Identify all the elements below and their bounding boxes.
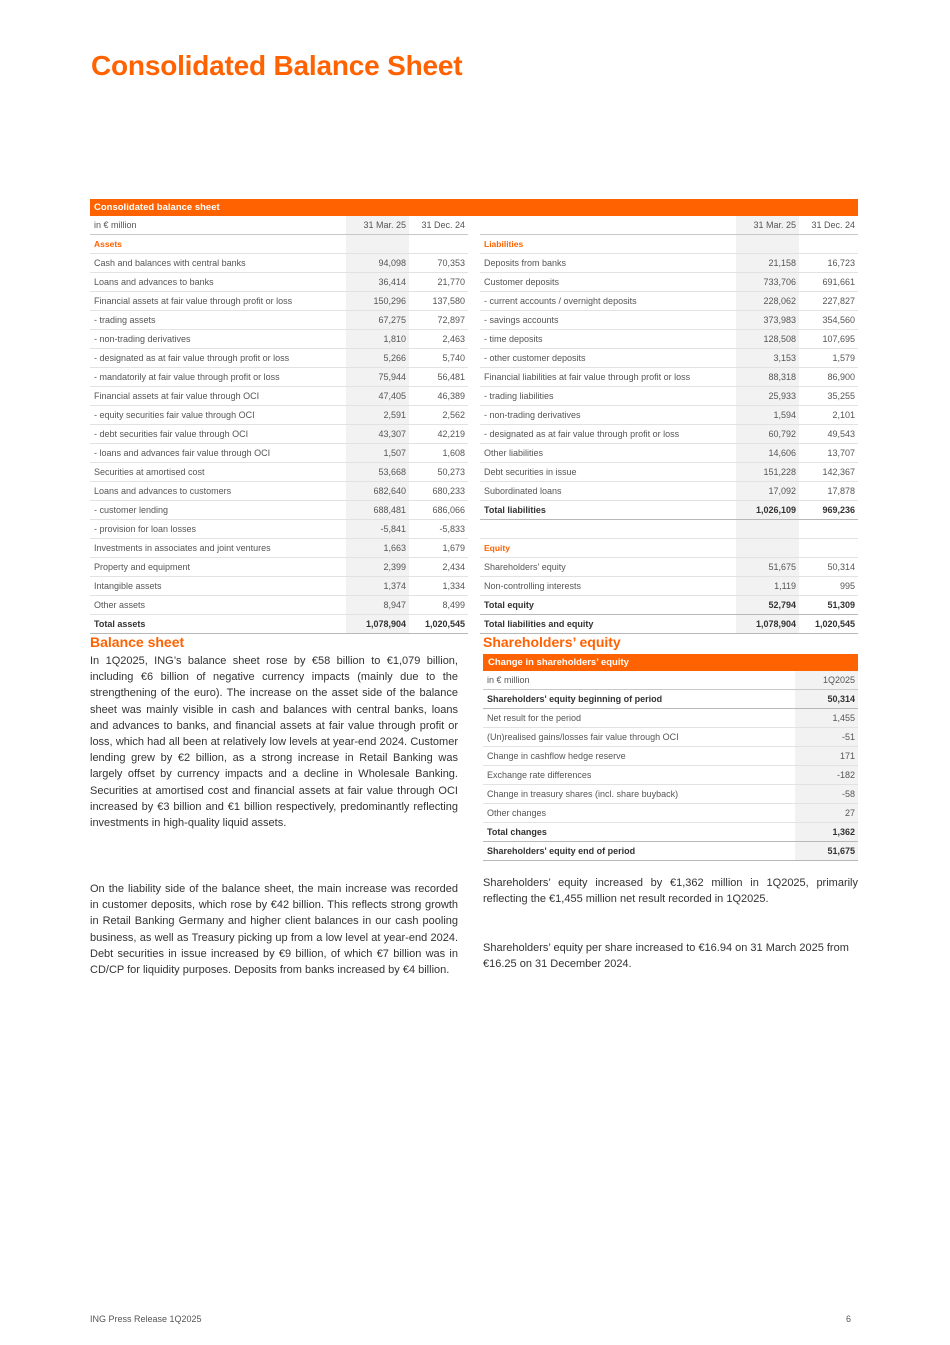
row-label: Cash and balances with central banks	[94, 258, 246, 268]
row-label: Shareholders' equity beginning of period	[487, 694, 663, 704]
row-value-prior: 354,560	[822, 315, 855, 325]
row-value-current: 43,307	[346, 425, 409, 443]
row-value-prior: 17,878	[827, 486, 855, 496]
row-value-prior: 49,543	[827, 429, 855, 439]
row-value-current: 47,405	[346, 387, 409, 405]
table-row	[90, 292, 468, 311]
row-label: Other liabilities	[484, 448, 544, 458]
table-row	[483, 842, 858, 861]
table-row	[90, 254, 468, 273]
row-label: Intangible assets	[94, 581, 162, 591]
table-row	[90, 577, 468, 596]
row-value-prior: 16,723	[827, 258, 855, 268]
balance-sheet-heading: Balance sheet	[90, 634, 185, 650]
row-label: Property and equipment	[94, 562, 191, 572]
col-dec24-label: 31 Dec. 24	[811, 220, 855, 230]
liabilities-column-header	[480, 216, 858, 235]
row-value-prior: 2,562	[442, 410, 465, 420]
row-value-prior: 227,827	[822, 296, 855, 306]
row-value-current: 228,062	[736, 292, 799, 310]
table-row	[480, 311, 858, 330]
row-value-current: 60,792	[736, 425, 799, 443]
row-value-prior: 46,389	[437, 391, 465, 401]
table-row	[90, 368, 468, 387]
row-value-prior: 2,463	[442, 334, 465, 344]
row-value-current: 36,414	[346, 273, 409, 291]
row-value-current: 27	[795, 804, 858, 822]
row-label: Total equity	[484, 600, 534, 610]
row-value-current: 17,092	[736, 482, 799, 500]
row-label: Liabilities	[484, 239, 524, 249]
row-value-current: 150,296	[346, 292, 409, 310]
balance-sheet-paragraph-1: In 1Q2025, ING’s balance sheet rose by €58 billion to €1,079 billion, including €6 billion of negative currency impacts (mainly due to the strengthening of the euro). The increase on the asset side of the balance sheet was mainly visible in cash and balances with central banks, loans and advances to banks, and financial assets at fair value through profit or loss, which had all been at relatively low levels at year-end 2024. Customer lending grew by €2 billion, as a strong increase in Retail Banking was largely offset by currency impacts and a decline in Wholesale Banking. Securities at amortised cost and financial assets at fair value through OCI increased by €3 billion and €1 billion respectively, predominantly reflecting investments in high-quality liquid assets.	[90, 655, 458, 830]
row-value-current: 151,228	[736, 463, 799, 481]
row-value-current	[736, 235, 799, 253]
row-value-prior: 42,219	[437, 429, 465, 439]
row-value-current: 682,640	[346, 482, 409, 500]
table-row	[90, 596, 468, 615]
row-value-current: 1,594	[736, 406, 799, 424]
equity-table-header: Change in shareholders’ equity	[483, 654, 858, 671]
row-label: Change in treasury shares (incl. share buyback)	[487, 789, 679, 799]
table-row	[480, 463, 858, 482]
row-label: - non-trading derivatives	[94, 334, 191, 344]
row-value-prior: 691,661	[822, 277, 855, 287]
row-value-prior: 2,101	[832, 410, 855, 420]
unit-label: in € million	[487, 675, 530, 685]
table-row	[480, 292, 858, 311]
table-row	[480, 615, 858, 634]
table-row	[90, 463, 468, 482]
table-row	[90, 387, 468, 406]
row-value-current: 1,663	[346, 539, 409, 557]
row-label: Net result for the period	[487, 713, 582, 723]
row-label: Non-controlling interests	[484, 581, 582, 591]
table-row	[90, 520, 468, 539]
row-label: - other customer deposits	[484, 353, 586, 363]
row-label: Customer deposits	[484, 277, 560, 287]
table-row	[480, 368, 858, 387]
table-row	[483, 690, 858, 709]
row-label: - current accounts / overnight deposits	[484, 296, 637, 306]
row-value-current: -58	[795, 785, 858, 803]
row-value-prior: 137,580	[432, 296, 465, 306]
table-row	[483, 709, 858, 728]
table-row	[480, 482, 858, 501]
unit-label: in € million	[94, 220, 137, 230]
row-label: Total changes	[487, 827, 547, 837]
row-value-current: 51,675	[736, 558, 799, 576]
row-value-prior: 2,434	[442, 562, 465, 572]
row-value-current: 8,947	[346, 596, 409, 614]
table-row	[90, 349, 468, 368]
row-label: - provision for loan losses	[94, 524, 197, 534]
row-value-current: 14,606	[736, 444, 799, 462]
row-label: Equity	[484, 543, 510, 553]
consolidated-balance-sheet-table	[90, 199, 858, 634]
row-label: - trading assets	[94, 315, 156, 325]
row-value-current: 51,675	[795, 842, 858, 860]
row-value-prior: 1,020,545	[424, 619, 465, 629]
row-value-prior: 686,066	[432, 505, 465, 515]
table-row	[480, 577, 858, 596]
table-row	[483, 766, 858, 785]
table-row	[90, 558, 468, 577]
table-row	[483, 747, 858, 766]
row-label: Financial assets at fair value through profit or loss	[94, 296, 293, 306]
row-value-current: 1,374	[346, 577, 409, 595]
row-value-current: 128,508	[736, 330, 799, 348]
row-value-current: 53,668	[346, 463, 409, 481]
table-row	[483, 785, 858, 804]
col-mar25-label: 31 Mar. 25	[736, 216, 799, 234]
row-label: Total liabilities and equity	[484, 619, 594, 629]
row-label: - loans and advances fair value through OCI	[94, 448, 271, 458]
row-label: Financial assets at fair value through OCI	[94, 391, 260, 401]
table-row	[480, 349, 858, 368]
row-value-current: 67,275	[346, 311, 409, 329]
col-dec24-label: 31 Dec. 24	[421, 220, 465, 230]
row-label: - savings accounts	[484, 315, 559, 325]
table-row	[90, 273, 468, 292]
balance-sheet-header: Consolidated balance sheet	[90, 199, 858, 216]
row-value-current: 2,591	[346, 406, 409, 424]
row-value-current: 1,810	[346, 330, 409, 348]
row-label: - non-trading derivatives	[484, 410, 581, 420]
row-value-prior: 86,900	[827, 372, 855, 382]
table-row	[480, 273, 858, 292]
row-label: Assets	[94, 239, 122, 249]
row-value-current: 88,318	[736, 368, 799, 386]
row-label: Shareholders' equity end of period	[487, 846, 636, 856]
row-value-prior: 107,695	[822, 334, 855, 344]
page-title: Consolidated Balance Sheet	[91, 50, 463, 81]
row-label: (Un)realised gains/losses fair value through OCI	[487, 732, 679, 742]
row-value-current: 688,481	[346, 501, 409, 519]
footer-publication: ING Press Release 1Q2025	[90, 1314, 202, 1324]
row-label: - trading liabilities	[484, 391, 554, 401]
row-label: - designated as at fair value through profit or loss	[94, 353, 290, 363]
row-value-current	[736, 520, 799, 538]
equity-paragraph-2: Shareholders’ equity per share increased to €16.94 on 31 March 2025 from €16.25 on 31 December 2024.	[483, 942, 849, 971]
row-value-prior: 1,334	[442, 581, 465, 591]
row-label: Change in cashflow hedge reserve	[487, 751, 626, 761]
table-row	[90, 406, 468, 425]
row-value-prior: 35,255	[827, 391, 855, 401]
row-value-prior: 1,020,545	[814, 619, 855, 629]
page-number: 6	[846, 1314, 852, 1324]
row-value-prior: 995	[839, 581, 855, 591]
row-label: - mandatorily at fair value through profit or loss	[94, 372, 280, 382]
row-value-prior: 50,314	[827, 562, 855, 572]
shareholders-equity-heading: Shareholders’ equity	[483, 634, 621, 650]
row-value-prior: 72,897	[437, 315, 465, 325]
table-row	[480, 425, 858, 444]
table-row	[90, 311, 468, 330]
row-value-current: -5,841	[346, 520, 409, 538]
equity-column-header	[483, 671, 858, 690]
assets-column	[90, 216, 468, 634]
row-value-prior: 1,679	[442, 543, 465, 553]
row-label: Deposits from banks	[484, 258, 567, 268]
table-row	[480, 330, 858, 349]
row-label: Loans and advances to customers	[94, 486, 232, 496]
row-value-current: 1,078,904	[736, 615, 799, 633]
row-label: - designated as at fair value through profit or loss	[484, 429, 680, 439]
row-label: Financial liabilities at fair value through profit or loss	[484, 372, 691, 382]
table-row	[483, 728, 858, 747]
row-value-prior: 680,233	[432, 486, 465, 496]
row-value-prior: 56,481	[437, 372, 465, 382]
row-label: - debt securities fair value through OCI	[94, 429, 249, 439]
table-row	[480, 596, 858, 615]
row-value-prior: 8,499	[442, 600, 465, 610]
equity-paragraph-1: Shareholders’ equity increased by €1,362 million in 1Q2025, primarily reflecting the €1,455 million net result recorded in 1Q2025.	[483, 877, 858, 906]
row-value-current	[346, 235, 409, 253]
row-label: Shareholders' equity	[484, 562, 566, 572]
row-value-current: 2,399	[346, 558, 409, 576]
table-row	[480, 558, 858, 577]
change-in-equity-table	[483, 654, 858, 861]
row-value-current: 1,455	[795, 709, 858, 727]
row-value-prior: 51,309	[827, 600, 855, 610]
row-value-prior: 70,353	[437, 258, 465, 268]
row-value-current: -51	[795, 728, 858, 746]
row-value-prior: 969,236	[822, 505, 855, 515]
table-row	[480, 235, 858, 254]
row-label: Total assets	[94, 619, 146, 629]
row-label: Investments in associates and joint ventures	[94, 543, 271, 553]
row-value-current: 1,362	[795, 823, 858, 841]
row-value-current: 75,944	[346, 368, 409, 386]
row-value-prior: -5,833	[439, 524, 465, 534]
row-value-current: 1,078,904	[346, 615, 409, 633]
row-value-prior: 50,273	[437, 467, 465, 477]
row-value-current: 373,983	[736, 311, 799, 329]
row-value-prior: 5,740	[442, 353, 465, 363]
liabilities-column	[480, 216, 858, 634]
row-value-current: 50,314	[795, 690, 858, 708]
table-row	[480, 539, 858, 558]
table-row	[90, 444, 468, 463]
row-value-current: -182	[795, 766, 858, 784]
row-value-current: 94,098	[346, 254, 409, 272]
table-row	[90, 235, 468, 254]
row-label: Exchange rate differences	[487, 770, 592, 780]
row-label: Securities at amortised cost	[94, 467, 205, 477]
row-value-current: 1,119	[736, 577, 799, 595]
row-label: Other assets	[94, 600, 146, 610]
row-value-current	[736, 539, 799, 557]
row-label: Total liabilities	[484, 505, 546, 515]
table-row	[90, 501, 468, 520]
table-row	[483, 823, 858, 842]
row-value-current: 733,706	[736, 273, 799, 291]
balance-sheet-paragraph-2: On the liability side of the balance sheet, the main increase was recorded in customer deposits, which rose by €42 billion. This reflects strong growth in Retail Banking Germany and higher client balances in our cash pooling business, as well as Treasury picking up from a low level at year-end 2024. Debt securities in issue increased by €9 billion, of which €7 billion was in CD/CP for liquidity purposes. Deposits from banks increased by €4 billion.	[90, 883, 458, 977]
row-label: - time deposits	[484, 334, 543, 344]
row-value-current: 171	[795, 747, 858, 765]
row-value-current: 1,507	[346, 444, 409, 462]
table-row	[480, 444, 858, 463]
row-value-prior: 142,367	[822, 467, 855, 477]
row-value-current: 25,933	[736, 387, 799, 405]
table-row	[480, 254, 858, 273]
table-row	[90, 482, 468, 501]
table-row	[90, 425, 468, 444]
row-value-current: 52,794	[736, 596, 799, 614]
col-1q2025-label: 1Q2025	[795, 671, 858, 689]
row-value-current: 5,266	[346, 349, 409, 367]
table-row	[483, 804, 858, 823]
row-value-current: 1,026,109	[736, 501, 799, 519]
table-row	[90, 615, 468, 634]
table-row	[480, 520, 858, 539]
row-value-current: 3,153	[736, 349, 799, 367]
row-label: - customer lending	[94, 505, 169, 515]
row-value-prior: 13,707	[827, 448, 855, 458]
table-row	[480, 406, 858, 425]
row-label: Debt securities in issue	[484, 467, 577, 477]
row-label: - equity securities fair value through OCI	[94, 410, 255, 420]
assets-column-header	[90, 216, 468, 235]
table-row	[480, 387, 858, 406]
row-value-prior: 1,608	[442, 448, 465, 458]
row-value-prior: 21,770	[437, 277, 465, 287]
row-label: Loans and advances to banks	[94, 277, 214, 287]
table-row	[90, 330, 468, 349]
table-row	[480, 501, 858, 520]
col-mar25-label: 31 Mar. 25	[346, 216, 409, 234]
row-label: Other changes	[487, 808, 547, 818]
row-value-prior: 1,579	[832, 353, 855, 363]
table-row	[90, 539, 468, 558]
row-value-current: 21,158	[736, 254, 799, 272]
row-label: Subordinated loans	[484, 486, 562, 496]
